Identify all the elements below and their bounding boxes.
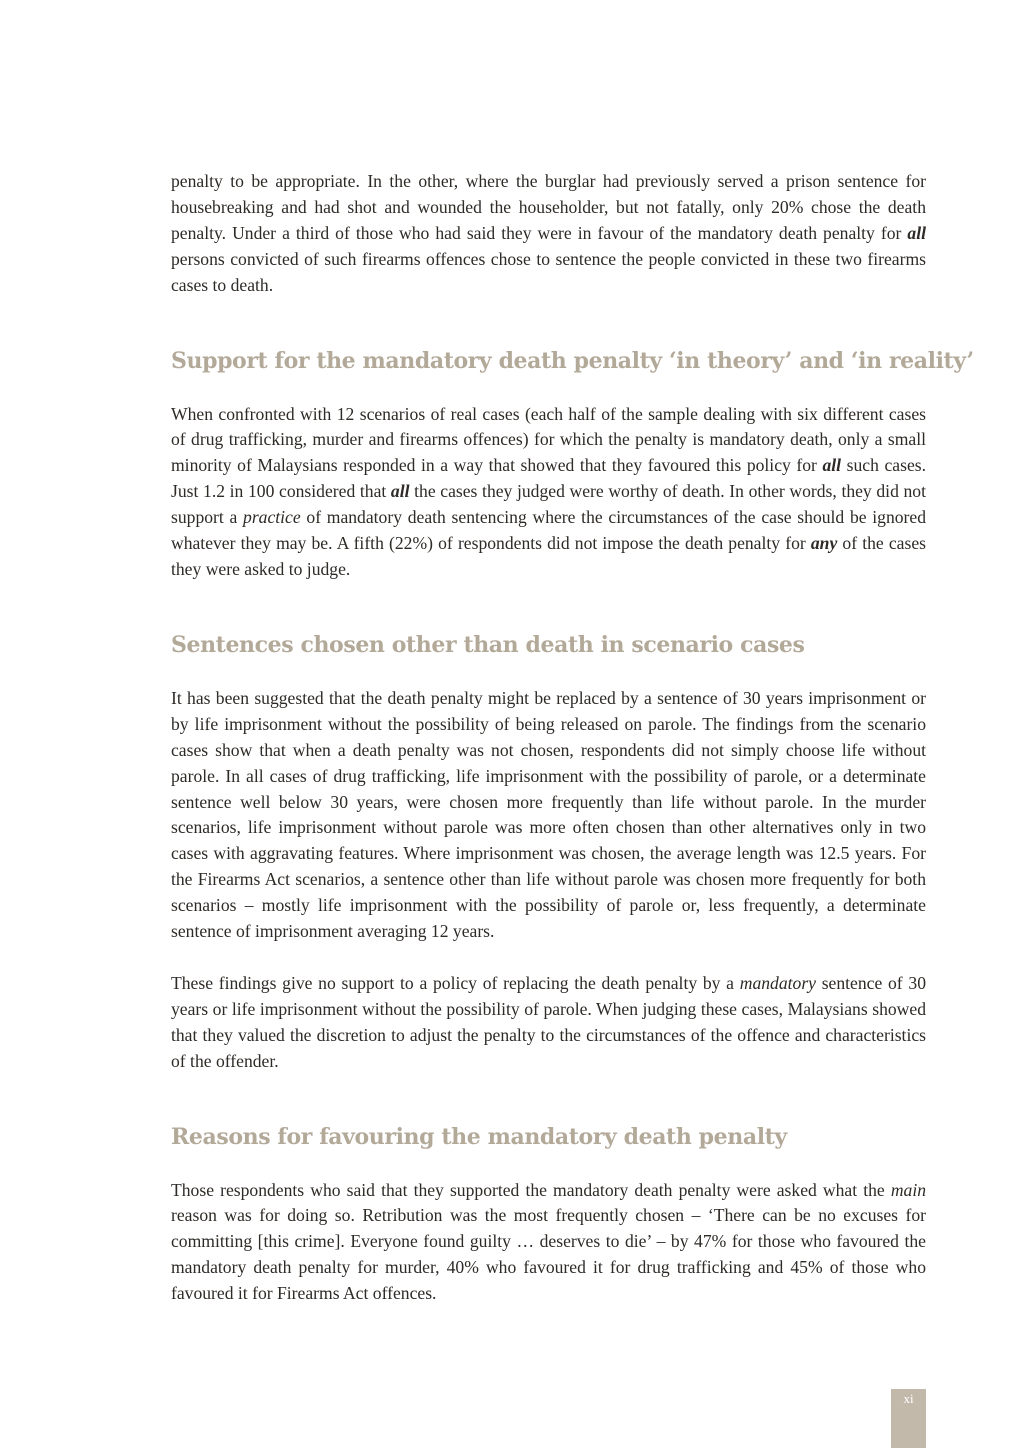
emphasis-main: main [890, 1179, 926, 1200]
paragraph-firearms-cases [171, 169, 926, 299]
text-run: sentence of 30 years or life imprisonment without the possibility of parole. When judging these cases, Malaysians showed that they valued the discretion to adjust the penalty to the circumstances of the offence and characteristics of the offender. [171, 972, 926, 1071]
text-run: of the cases they were asked to judge. [171, 533, 926, 579]
text-run: the cases they judged were worthy of death. In other words, they did not support a [171, 481, 926, 528]
emphasis-all: all [822, 455, 842, 476]
paragraph-alternative-sentences: It has been suggested that the death penalty might be replaced by a sentence of 30 years imprisonment or by life imprisonment without the possibility of being released on parole. The findings from the scenario cases show that when a death penalty was not chosen, respondents did not simply choose life without parole. In all cases of drug trafficking, life imprisonment with the possibility of parole, or a determinate sentence well below 30 years, were chosen more frequently than life without parole. In the murder scenarios, life imprisonment without parole was more often chosen than other alternatives only in two cases with aggravating features. Where imprisonment was chosen, the average length was 12.5 years. For the Firearms Act scenarios, a sentence other than life without parole was chosen more frequently for both scenarios – mostly life imprisonment with the possibility of parole or, less frequently, a determinate sentence of imprisonment averaging 12 years. [171, 687, 926, 942]
paragraph-theory-reality [171, 402, 926, 583]
text-run: such cases. Just 1.2 in 100 considered that [171, 455, 926, 502]
emphasis-mandatory: mandatory [739, 972, 816, 993]
heading-theory-reality: Support for the mandatory death penalty ‘in theory’ and ‘in reality’ [171, 347, 974, 374]
emphasis-all: all [907, 222, 926, 243]
text-run: penalty to be appropriate. In the other, where the burglar had previously served a prison sentence for housebreaking and had shot and wounded the householder, but not fatally, only 20% chose the death penalty. Under a third of those who had said they were in favour of the mandatory death penalty for [171, 171, 926, 243]
text-run: persons convicted of such firearms offences chose to sentence the people convicted in these two firearms cases to death. [171, 248, 926, 295]
text-run: Those respondents who said that they supported the mandatory death penalty were asked what the [171, 1179, 891, 1200]
text-run: of mandatory death sentencing where the circumstances of the case should be ignored whatever they may be. A fifth (22%) of respondents did not impose the death penalty for [171, 507, 927, 554]
text-run: reason was for doing so. Retribution was the most frequently chosen – ‘There can be no excuses for committing [this crime]. Everyone found guilty … deserves to die’ – by 47% for those who favoured the mandatory death penalty for murder, 40% who favoured it for drug trafficking and 45% of those who favoured it for Firearms Act offences. [171, 1205, 926, 1304]
text-run: When confronted with 12 scenarios of real cases (each half of the sample dealing with six different cases of drug trafficking, murder and firearms offences) for which the penalty is mandatory death, only a small minority of Malaysians responded in a way that showed that they favoured this policy for [171, 403, 926, 476]
heading-sentences-other-than-death: Sentences chosen other than death in scenario cases [171, 631, 805, 658]
emphasis-all: all [390, 481, 410, 502]
text-run: These findings give no support to a policy of replacing the death penalty by a [171, 972, 740, 993]
paragraph-findings-no-support [171, 971, 926, 1075]
heading-reasons-favouring: Reasons for favouring the mandatory death penalty [171, 1123, 787, 1150]
emphasis-any: any [810, 533, 838, 554]
page-number-tab [891, 1389, 926, 1448]
document-body [171, 169, 974, 1307]
emphasis-practice: practice [243, 507, 301, 528]
page-number: xi [903, 1391, 914, 1406]
paragraph-reasons [171, 1178, 926, 1308]
